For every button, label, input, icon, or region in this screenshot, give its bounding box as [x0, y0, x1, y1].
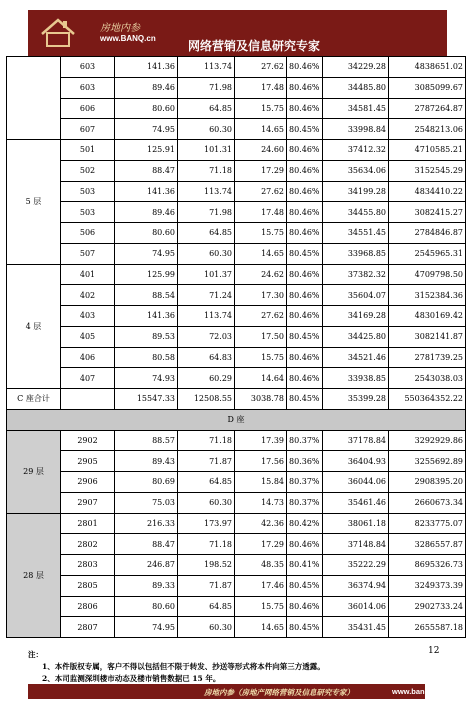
- table-cell: 603: [61, 57, 115, 78]
- table-row: [7, 202, 466, 223]
- table-cell: 36044.06: [323, 472, 389, 493]
- table-cell: 37412.32: [323, 140, 389, 161]
- table-cell: 15.75: [235, 98, 287, 119]
- table-cell: 88.57: [115, 430, 178, 451]
- table-cell: 113.74: [178, 181, 235, 202]
- table-cell: 141.36: [115, 181, 178, 202]
- table-cell: 71.24: [178, 285, 235, 306]
- table-cell: 80.46%: [287, 306, 323, 327]
- table-cell: 80.46%: [287, 181, 323, 202]
- table-cell: 35431.45: [323, 617, 389, 638]
- table-row: [7, 492, 466, 513]
- table-row: [7, 264, 466, 285]
- table-cell: 2781739.25: [389, 347, 466, 368]
- table-cell: 74.93: [115, 368, 178, 389]
- table-cell: 64.85: [178, 596, 235, 617]
- table-cell: 15.84: [235, 472, 287, 493]
- table-cell: 80.46%: [287, 98, 323, 119]
- floor-label: 5 层: [7, 140, 61, 265]
- table-cell: 3085099.67: [389, 77, 466, 98]
- table-cell: 71.87: [178, 451, 235, 472]
- table-cell: 60.30: [178, 617, 235, 638]
- table-cell: 15.75: [235, 347, 287, 368]
- table-cell: 72.03: [178, 326, 235, 347]
- table-cell: 2543038.03: [389, 368, 466, 389]
- total-label: C 座合计: [7, 389, 61, 410]
- table-cell: 80.46%: [287, 140, 323, 161]
- table-cell: 503: [61, 202, 115, 223]
- table-cell: 17.48: [235, 77, 287, 98]
- table-cell: 75.03: [115, 492, 178, 513]
- table-cell: 17.46: [235, 575, 287, 596]
- table-cell: 101.37: [178, 264, 235, 285]
- table-cell: 8695326.73: [389, 555, 466, 576]
- table-cell: 89.46: [115, 77, 178, 98]
- table-cell: 173.97: [178, 513, 235, 534]
- table-cell: 80.60: [115, 98, 178, 119]
- table-cell: 34485.80: [323, 77, 389, 98]
- table-cell: 607: [61, 119, 115, 140]
- table-row: [7, 617, 466, 638]
- table-row: [7, 181, 466, 202]
- table-cell: 17.50: [235, 326, 287, 347]
- table-row: [7, 160, 466, 181]
- table-cell: 80.58: [115, 347, 178, 368]
- table-cell: 2902: [61, 430, 115, 451]
- table-cell: 80.46%: [287, 57, 323, 78]
- table-cell: 402: [61, 285, 115, 306]
- table-cell: 3082141.87: [389, 326, 466, 347]
- table-cell: 88.47: [115, 160, 178, 181]
- table-cell: 2803: [61, 555, 115, 576]
- table-row: [7, 243, 466, 264]
- table-cell: 507: [61, 243, 115, 264]
- table-cell: 35222.29: [323, 555, 389, 576]
- table-cell: 8233775.07: [389, 513, 466, 534]
- table-cell: 80.45%: [287, 575, 323, 596]
- table-row: [7, 575, 466, 596]
- table-cell: 89.33: [115, 575, 178, 596]
- table-row: [7, 98, 466, 119]
- table-cell: 80.42%: [287, 513, 323, 534]
- table-cell: 27.62: [235, 57, 287, 78]
- table-row: [7, 534, 466, 555]
- table-cell: 80.46%: [287, 534, 323, 555]
- table-row: [7, 223, 466, 244]
- table-cell: 37148.84: [323, 534, 389, 555]
- table-cell: 403: [61, 306, 115, 327]
- table-cell: 38061.18: [323, 513, 389, 534]
- table-cell: 89.53: [115, 326, 178, 347]
- table-cell: 2545965.31: [389, 243, 466, 264]
- table-cell: 14.73: [235, 492, 287, 513]
- table-cell: 3292929.86: [389, 430, 466, 451]
- table-cell: 2807: [61, 617, 115, 638]
- total-cell: [61, 389, 115, 410]
- table-cell: 80.69: [115, 472, 178, 493]
- table-cell: 3249373.39: [389, 575, 466, 596]
- table-cell: 36404.93: [323, 451, 389, 472]
- table-cell: 80.45%: [287, 326, 323, 347]
- table-cell: 74.95: [115, 617, 178, 638]
- table-cell: 406: [61, 347, 115, 368]
- table-cell: 3152545.29: [389, 160, 466, 181]
- table-cell: 2908395.20: [389, 472, 466, 493]
- table-cell: 2907: [61, 492, 115, 513]
- table-cell: 17.39: [235, 430, 287, 451]
- table-cell: 71.98: [178, 77, 235, 98]
- table-cell: 34455.80: [323, 202, 389, 223]
- table-cell: 246.87: [115, 555, 178, 576]
- table-cell: 2906: [61, 472, 115, 493]
- table-cell: 2660673.34: [389, 492, 466, 513]
- table-cell: 64.85: [178, 98, 235, 119]
- table-cell: 88.47: [115, 534, 178, 555]
- table-cell: 14.65: [235, 119, 287, 140]
- table-cell: 33998.84: [323, 119, 389, 140]
- table-cell: 60.30: [178, 243, 235, 264]
- table-cell: 74.95: [115, 243, 178, 264]
- table-cell: 71.18: [178, 160, 235, 181]
- table-cell: 2548213.06: [389, 119, 466, 140]
- table-row: [7, 77, 466, 98]
- total-cell: 35399.28: [323, 389, 389, 410]
- table-cell: 17.56: [235, 451, 287, 472]
- floor-label: 4 层: [7, 264, 61, 389]
- table-cell: 37178.84: [323, 430, 389, 451]
- table-cell: 80.45%: [287, 617, 323, 638]
- table-cell: 2787264.87: [389, 98, 466, 119]
- table-cell: 35634.06: [323, 160, 389, 181]
- table-row: [7, 326, 466, 347]
- table-row: [7, 472, 466, 493]
- table-cell: 34169.28: [323, 306, 389, 327]
- table-cell: 125.91: [115, 140, 178, 161]
- header-banner: [28, 10, 447, 57]
- table-cell: 401: [61, 264, 115, 285]
- table-cell: 71.18: [178, 430, 235, 451]
- monitoring-note: 2、本司监测深圳楼市动态及楼市销售数据已 15 年。: [42, 674, 221, 683]
- table-cell: 113.74: [178, 57, 235, 78]
- footer-url: www.banq.cn: [392, 687, 441, 696]
- table-cell: 80.46%: [287, 264, 323, 285]
- table-cell: 88.54: [115, 285, 178, 306]
- table-cell: 407: [61, 368, 115, 389]
- table-cell: 80.41%: [287, 555, 323, 576]
- table-row: [7, 306, 466, 327]
- table-cell: 80.37%: [287, 492, 323, 513]
- table-cell: 24.62: [235, 264, 287, 285]
- table-cell: 80.37%: [287, 430, 323, 451]
- table-cell: 2801: [61, 513, 115, 534]
- table-cell: 14.65: [235, 617, 287, 638]
- table-cell: 24.60: [235, 140, 287, 161]
- table-cell: 17.30: [235, 285, 287, 306]
- table-cell: 502: [61, 160, 115, 181]
- table-cell: 17.29: [235, 160, 287, 181]
- table-cell: 64.83: [178, 347, 235, 368]
- floor-label: 28 层: [7, 513, 61, 638]
- logo-url: www.BANQ.cn: [100, 34, 156, 43]
- table-row: [7, 285, 466, 306]
- table-cell: 80.45%: [287, 119, 323, 140]
- table-cell: 603: [61, 77, 115, 98]
- table-row: [7, 596, 466, 617]
- table-cell: 64.85: [178, 472, 235, 493]
- table-cell: 60.29: [178, 368, 235, 389]
- table-cell: 34229.28: [323, 57, 389, 78]
- table-cell: 42.36: [235, 513, 287, 534]
- table-cell: 503: [61, 181, 115, 202]
- table-cell: 216.33: [115, 513, 178, 534]
- table-cell: 15.75: [235, 596, 287, 617]
- table-cell: 2802: [61, 534, 115, 555]
- table-cell: 141.36: [115, 57, 178, 78]
- total-row: [7, 389, 466, 410]
- header-title: 网络营销及信息研究专家: [188, 39, 321, 53]
- section-header: D 座: [7, 409, 466, 430]
- table-cell: 4830169.42: [389, 306, 466, 327]
- table-row: [7, 347, 466, 368]
- table-cell: 3082415.27: [389, 202, 466, 223]
- table-cell: 34581.45: [323, 98, 389, 119]
- table-row: [7, 368, 466, 389]
- table-cell: 27.62: [235, 306, 287, 327]
- table-cell: 125.99: [115, 264, 178, 285]
- table-cell: 80.46%: [287, 285, 323, 306]
- table-cell: 80.60: [115, 223, 178, 244]
- table-cell: 2905: [61, 451, 115, 472]
- footer-bar: [28, 684, 441, 699]
- table-cell: 17.29: [235, 534, 287, 555]
- table-row: [7, 513, 466, 534]
- table-cell: 2784846.87: [389, 223, 466, 244]
- table-row: [7, 140, 466, 161]
- table-cell: 2805: [61, 575, 115, 596]
- table-cell: 2902733.24: [389, 596, 466, 617]
- total-cell: 80.45%: [287, 389, 323, 410]
- table-cell: 33938.85: [323, 368, 389, 389]
- sales-table: [6, 56, 466, 638]
- table-cell: 34521.46: [323, 347, 389, 368]
- table-cell: 89.46: [115, 202, 178, 223]
- table-cell: 37382.32: [323, 264, 389, 285]
- table-cell: 80.46%: [287, 223, 323, 244]
- table-cell: 48.35: [235, 555, 287, 576]
- floor-label: [7, 57, 61, 140]
- table-cell: 501: [61, 140, 115, 161]
- copyright-note: 1、本件版权专属，客户不得以包括但不限于转发、抄送等形式将本件向第三方透露。: [42, 662, 325, 671]
- table-cell: 14.64: [235, 368, 287, 389]
- table-cell: 64.85: [178, 223, 235, 244]
- table-cell: 71.18: [178, 534, 235, 555]
- table-cell: 14.65: [235, 243, 287, 264]
- table-cell: 15.75: [235, 223, 287, 244]
- table-row: [7, 119, 466, 140]
- note-label: 注：: [28, 650, 43, 659]
- floor-label: 29 层: [7, 430, 61, 513]
- table-cell: 101.31: [178, 140, 235, 161]
- table-row: [7, 555, 466, 576]
- table-cell: 606: [61, 98, 115, 119]
- table-cell: 80.45%: [287, 243, 323, 264]
- logo-text: 房地内参: [100, 23, 140, 34]
- table-cell: 3286557.87: [389, 534, 466, 555]
- section-header-row: [7, 409, 466, 430]
- table-cell: 80.46%: [287, 347, 323, 368]
- table-cell: 80.36%: [287, 451, 323, 472]
- table-cell: 4710585.21: [389, 140, 466, 161]
- table-row: [7, 451, 466, 472]
- table-cell: 74.95: [115, 119, 178, 140]
- table-cell: 80.46%: [287, 77, 323, 98]
- table-cell: 35461.46: [323, 492, 389, 513]
- table-cell: 36374.94: [323, 575, 389, 596]
- table-cell: 141.36: [115, 306, 178, 327]
- table-cell: 113.74: [178, 306, 235, 327]
- table-cell: 80.60: [115, 596, 178, 617]
- table-cell: 506: [61, 223, 115, 244]
- table-cell: 89.43: [115, 451, 178, 472]
- table-cell: 4709798.50: [389, 264, 466, 285]
- total-cell: 550364352.22: [389, 389, 466, 410]
- table-cell: 405: [61, 326, 115, 347]
- table-cell: 71.87: [178, 575, 235, 596]
- table-cell: 80.46%: [287, 368, 323, 389]
- table-cell: 3255692.89: [389, 451, 466, 472]
- table-cell: 27.62: [235, 181, 287, 202]
- table-cell: 34425.80: [323, 326, 389, 347]
- table-cell: 198.52: [178, 555, 235, 576]
- table-cell: 17.48: [235, 202, 287, 223]
- table-cell: 60.30: [178, 119, 235, 140]
- house-logo-icon: [38, 16, 78, 48]
- table-cell: 71.98: [178, 202, 235, 223]
- table-row: [7, 430, 466, 451]
- page-number: 12: [428, 646, 440, 656]
- table-row: [7, 57, 466, 78]
- table-cell: 33968.85: [323, 243, 389, 264]
- table-cell: 80.46%: [287, 596, 323, 617]
- table-cell: 2806: [61, 596, 115, 617]
- table-cell: 80.37%: [287, 472, 323, 493]
- table-cell: 60.30: [178, 492, 235, 513]
- table-cell: 4838651.02: [389, 57, 466, 78]
- table-cell: 80.46%: [287, 202, 323, 223]
- table-cell: 35604.07: [323, 285, 389, 306]
- footer-bar-text: 房地内参（房地产网络营销及信息研究专家）: [204, 688, 354, 697]
- table-cell: 34551.45: [323, 223, 389, 244]
- table-cell: 3152384.36: [389, 285, 466, 306]
- table-cell: 34199.28: [323, 181, 389, 202]
- total-cell: 3038.78: [235, 389, 287, 410]
- total-cell: 12508.55: [178, 389, 235, 410]
- table-cell: 36014.06: [323, 596, 389, 617]
- total-cell: 15547.33: [115, 389, 178, 410]
- table-cell: 2655587.18: [389, 617, 466, 638]
- table-cell: 80.46%: [287, 160, 323, 181]
- table-cell: 4834410.22: [389, 181, 466, 202]
